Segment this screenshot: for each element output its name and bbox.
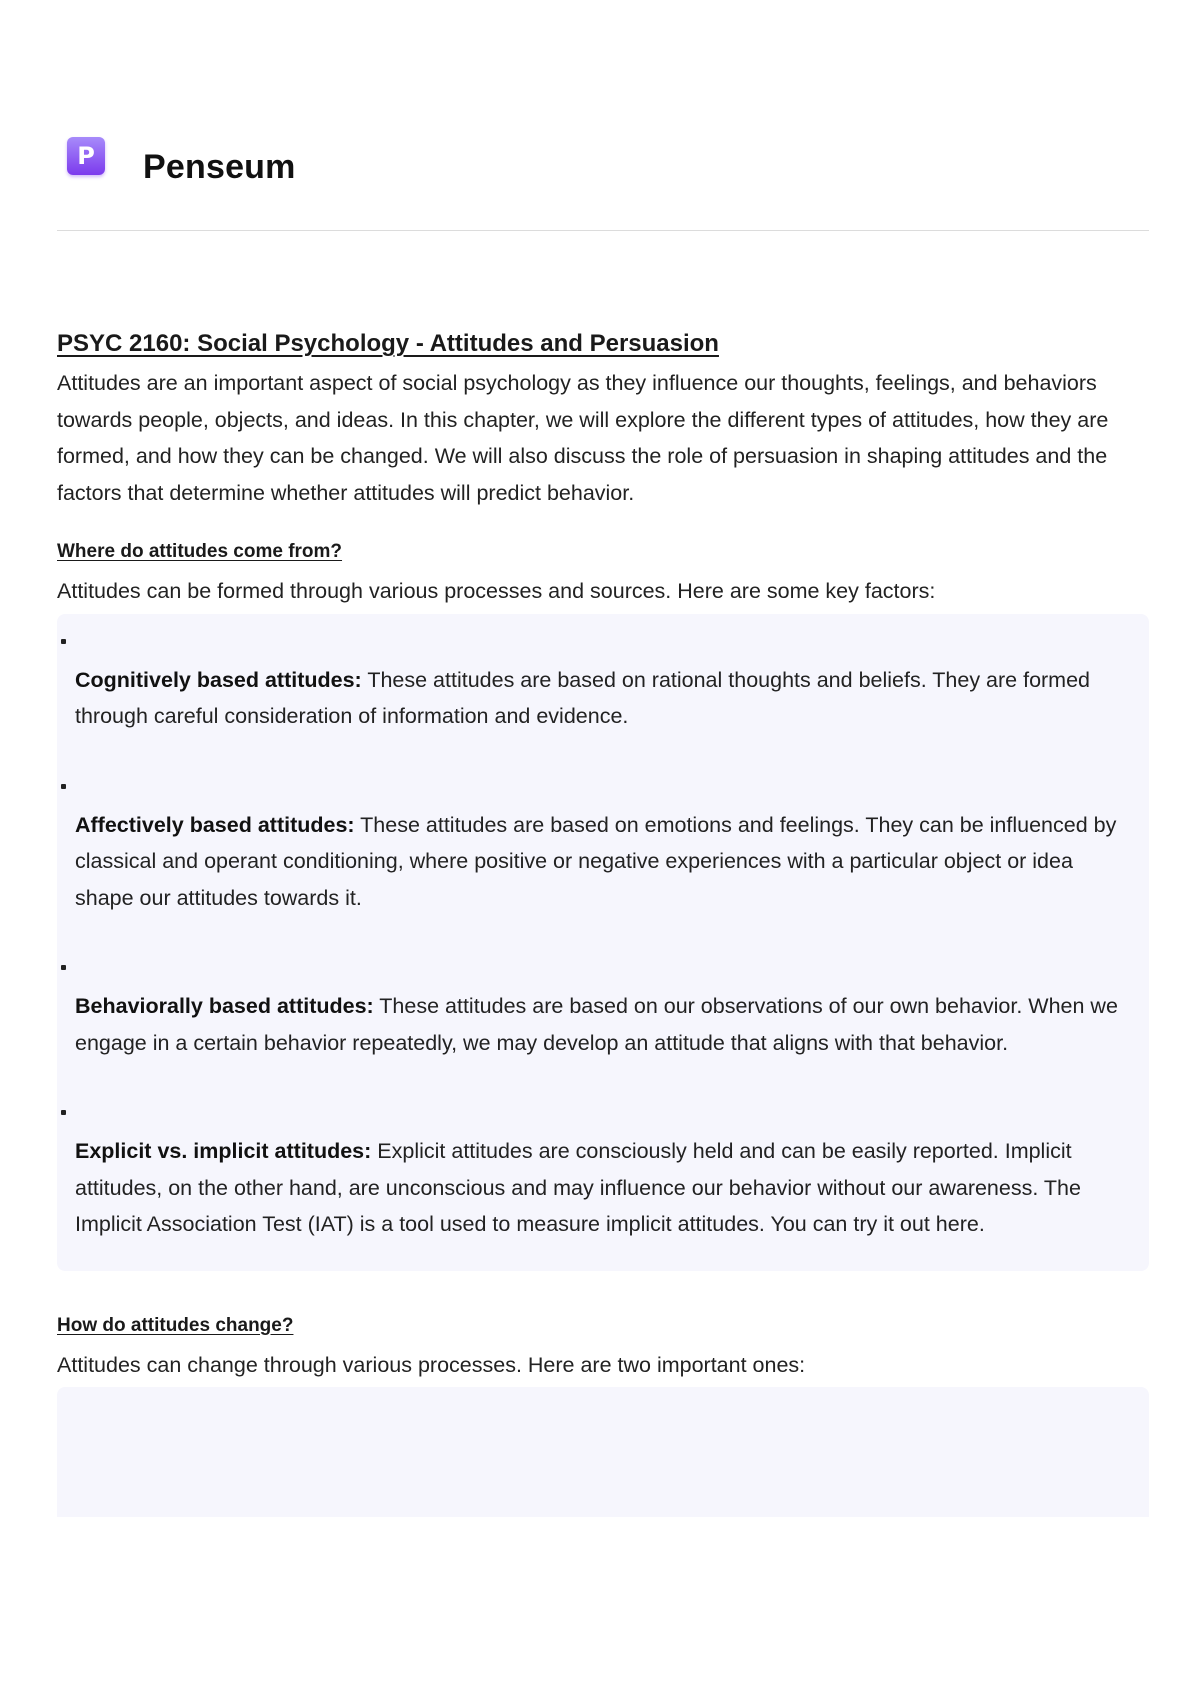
document-title: PSYC 2160: Social Psychology - Attitudes and Persuasion — [57, 330, 719, 357]
bullet-icon — [61, 1110, 66, 1115]
list-item-term: Cognitively based attitudes: — [75, 667, 362, 692]
bullet-icon — [61, 784, 66, 789]
bullet-icon — [61, 965, 66, 970]
section-heading-change: How do attitudes change? — [57, 1314, 294, 1336]
key-factors-list — [57, 614, 1149, 1271]
penseum-logo-icon[interactable]: P — [67, 137, 105, 175]
page-header — [57, 130, 1149, 231]
list-item-description: These attitudes are based on our observations of our own behavior. When we engage in a certain behavior repeatedly, we may develop an attitude that aligns with that behavior. — [75, 994, 1118, 1055]
list-item-description: These attitudes are based on rational thoughts and beliefs. They are formed through careful consideration of information and evidence. — [75, 667, 1091, 728]
list-item-text — [75, 662, 1125, 735]
section-lead-change: Attitudes can change through various processes. Here are two important ones: — [57, 1352, 806, 1377]
list-item-term: Affectively based attitudes: — [75, 812, 355, 837]
list-item-term: Explicit vs. implicit attitudes: — [75, 1139, 372, 1163]
list-item — [57, 769, 1149, 917]
list-item — [57, 1095, 1149, 1263]
bullet-icon — [61, 639, 66, 644]
list-item — [57, 624, 1149, 735]
list-item-text — [75, 988, 1125, 1061]
list-item-term: Behaviorally based attitudes: — [75, 994, 374, 1018]
document-content — [57, 330, 1149, 1517]
list-item-text — [75, 807, 1125, 917]
section-lead-origins: Attitudes can be formed through various processes and sources. Here are some key factors: — [57, 579, 936, 603]
list-item-description: These attitudes are based on emotions and feelings. They can be influenced by classical and operant conditioning, where positive or negative experiences with a particular object or idea shape our attitudes towards it. — [75, 812, 1117, 910]
list-item-text — [75, 1133, 1125, 1243]
change-processes-card — [57, 1387, 1149, 1517]
list-item — [57, 950, 1149, 1061]
intro-paragraph: Attitudes are an important aspect of social psychology as they influence our thoughts, feelings, and behaviors towards people, objects, and ideas. In this chapter, we will explore the different types of attitudes, how they are formed, and how they can be changed. We will also discuss the role of persuasion in shaping attitudes and the factors that determine whether attitudes will predict behavior. — [57, 371, 1109, 505]
key-factors-card — [57, 614, 1149, 1271]
brand-name[interactable]: Penseum — [143, 148, 296, 186]
section-heading-origins: Where do attitudes come from? — [57, 541, 343, 562]
list-item-description: Explicit attitudes are consciously held and can be easily reported. Implicit attitudes, on the other hand, are unconscious and may influence our behavior without our awareness. The Implicit Association Test (IAT) is a tool used to measure implicit attitudes. You can try it out here. — [75, 1139, 1081, 1236]
